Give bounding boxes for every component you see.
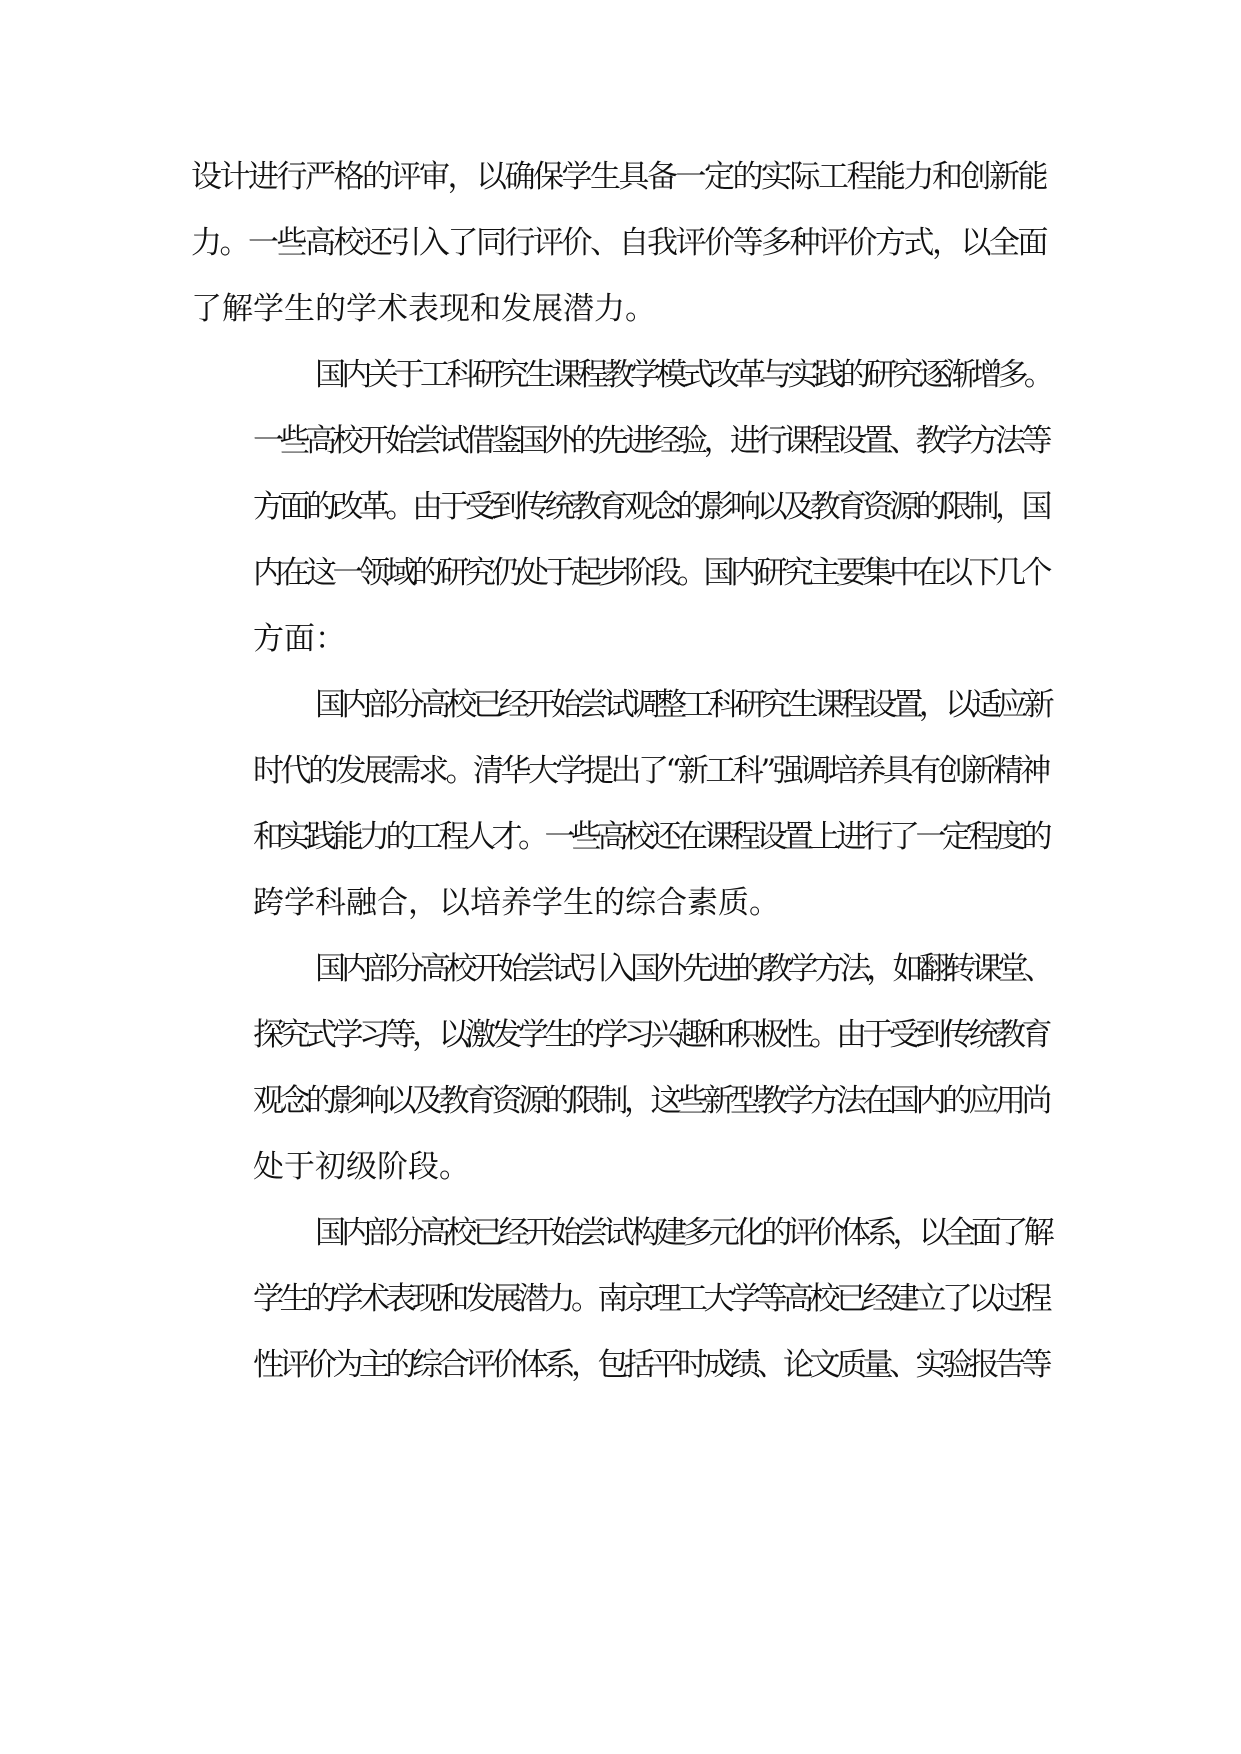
paragraph-line: 国内部分高校开始尝试引入国外先进的教学方法，如翻转课堂、 [315, 951, 1050, 987]
paragraph-line: 方面的改革。由于受到传统教育观念的影响以及教育资源的限制，国 [253, 489, 1048, 525]
paragraph-line: 力。一些高校还引入了同行评价、自我评价等多种评价方式，以全面 [191, 225, 1046, 261]
paragraph-line: 设计进行严格的评审，以确保学生具备一定的实际工程能力和创新能 [191, 159, 1046, 195]
paragraph-line: 国内关于工科研究生课程教学模式改革与实践的研究逐渐增多。 [315, 357, 1050, 393]
paragraph [191, 672, 1051, 936]
paragraph-line: 国内部分高校已经开始尝试调整工科研究生课程设置，以适应新 [315, 687, 1050, 723]
paragraph-line: 探究式学习等，以激发学生的学习兴趣和积极性。由于受到传统教育 [253, 1017, 1048, 1053]
paragraph-line: 国内部分高校已经开始尝试构建多元化的评价体系，以全面了解 [315, 1215, 1050, 1251]
paragraph-line: 内在这一领域的研究仍处于起步阶段。国内研究主要集中在以下几个 [253, 555, 1048, 591]
paragraph-line: 方面： [253, 621, 346, 657]
paragraph-line: 了解学生的学术表现和发展潜力。 [191, 291, 656, 327]
paragraph-line: 处于初级阶段。 [253, 1149, 470, 1185]
paragraph-line: 学生的学术表现和发展潜力。南京理工大学等高校已经建立了以过程 [253, 1281, 1048, 1317]
paragraph-line: 观念的影响以及教育资源的限制，这些新型教学方法在国内的应用尚 [253, 1083, 1048, 1119]
paragraph-line: 时代的发展需求。清华大学提出了“新工科”强调培养具有创新精神 [253, 753, 1048, 789]
paragraph-line: 性评价为主的综合评价体系，包括平时成绩、论文质量、实验报告等 [253, 1347, 1048, 1383]
paragraph [191, 342, 1051, 672]
paragraph-line: 跨学科融合，以培养学生的综合素质。 [253, 885, 780, 921]
paragraph-line: 和实践能力的工程人才。一些高校还在课程设置上进行了一定程度的 [253, 819, 1048, 855]
paragraph-line: 一些高校开始尝试借鉴国外的先进经验，进行课程设置、教学方法等 [253, 423, 1048, 459]
paragraph [191, 936, 1051, 1200]
paragraph [191, 1200, 1051, 1398]
paragraph [191, 144, 1051, 342]
document-body [191, 144, 1051, 1398]
